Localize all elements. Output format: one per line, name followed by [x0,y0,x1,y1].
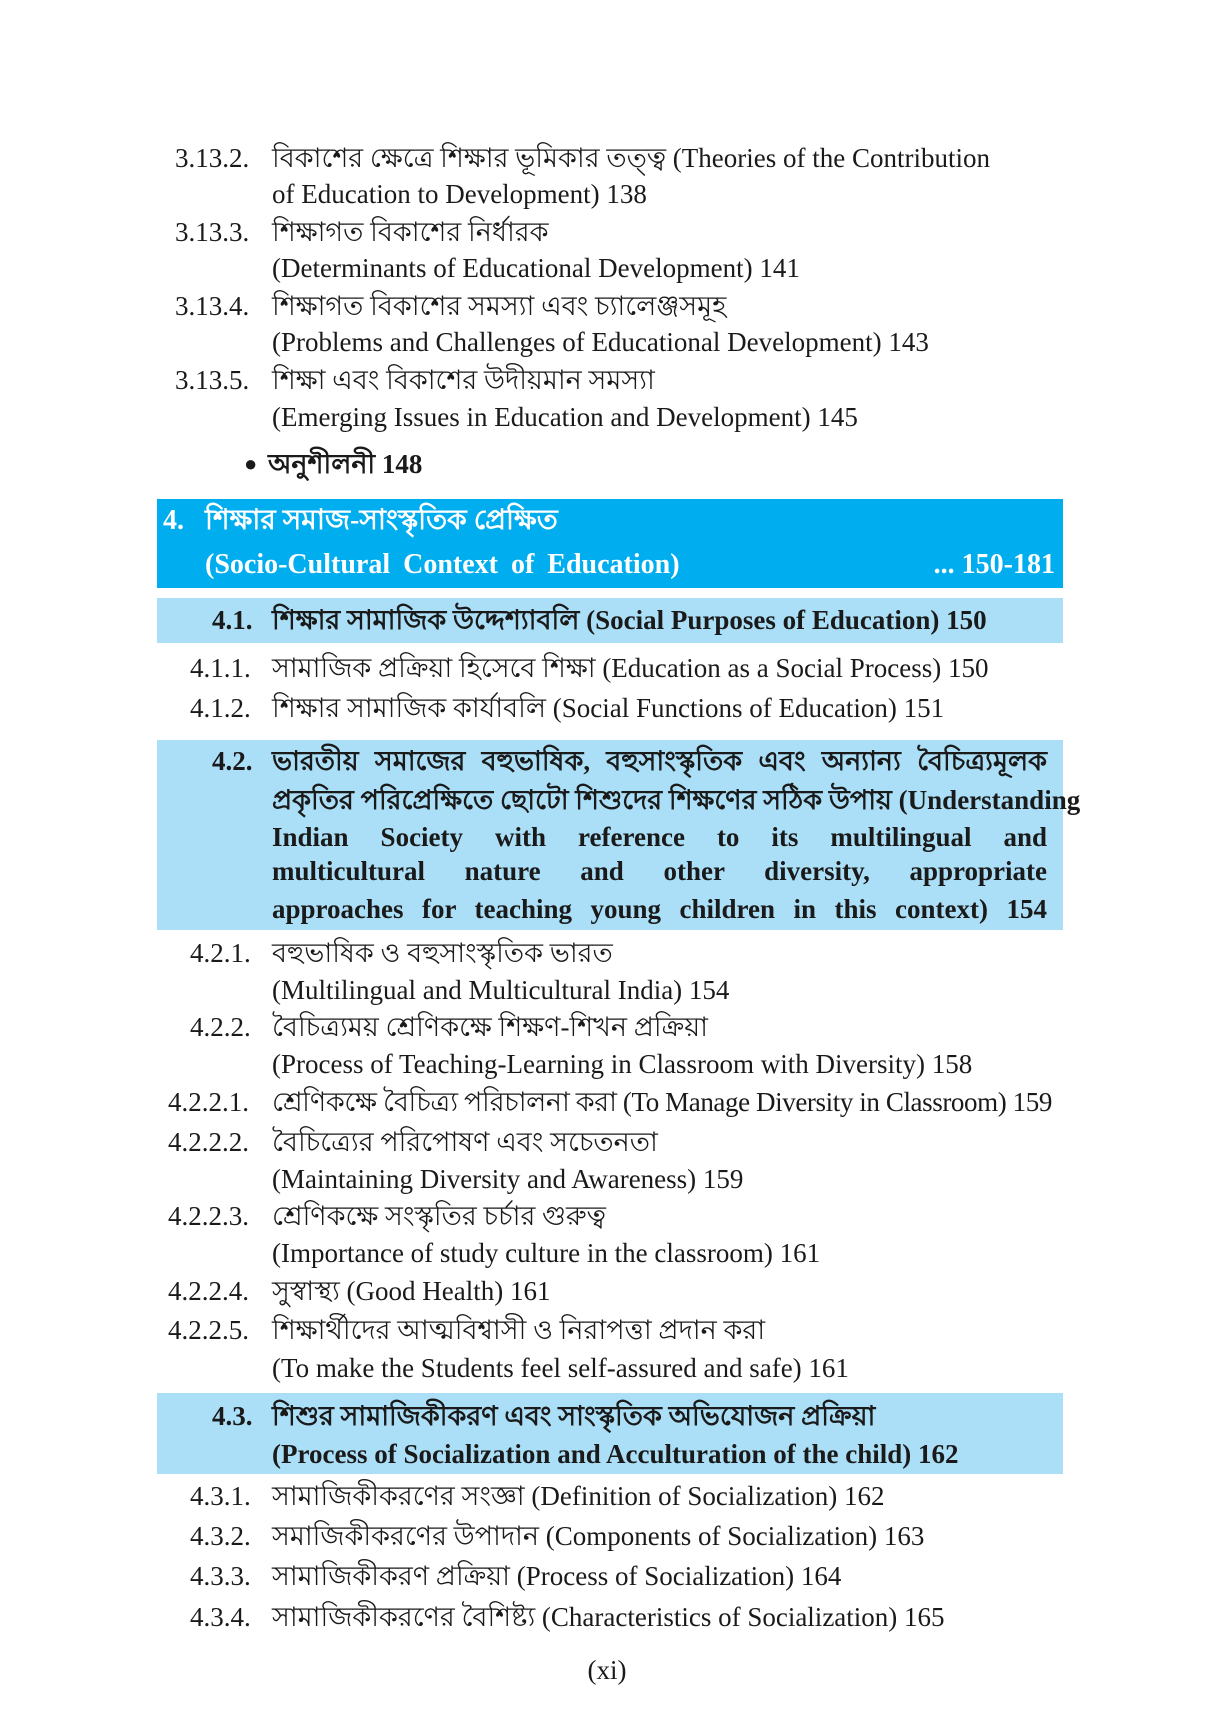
section-title-line: প্রকৃতির পরিপ্রেক্ষিতে ছোটো শিশুদের শিক্ষণের সঠিক উপায় (Understanding [272,785,1081,815]
page-number: (xi) [587,1655,627,1685]
entry-text: সামাজিকীকরণের সংজ্ঞা (Definition of Socialization) 162 [272,1481,885,1511]
entry-text: (Determinants of Educational Development) 141 [272,253,800,283]
section-title-line: ভারতীয় সমাজের বহুভাষিক, বহুসাংস্কৃতিক এবং অন্যান্য বৈচিত্র্যমূলক [272,746,1047,776]
entry-text: (Maintaining Diversity and Awareness) 159 [272,1164,744,1194]
entry-text: বৈচিত্র্যময় শ্রেণিকক্ষে শিক্ষণ-শিখন প্রক্রিয়া [272,1012,708,1042]
chapter-number: 4. [163,505,184,536]
entry-number: 3.13.4. [175,291,250,321]
entry-number: 3.13.3. [175,217,250,247]
exercise-text: অনুশীলনী 148 [268,449,423,479]
section-title: শিক্ষার সামাজিক উদ্দেশ্যাবলি (Social Purposes of Education) 150 [272,605,987,635]
toc-entry-3-13-2 [0,140,1214,176]
entry-text: (Multilingual and Multicultural India) 154 [272,975,730,1005]
entry-text: of Education to Development) 138 [272,179,647,209]
entry-number: 4.3.2. [190,1521,251,1551]
chapter-page-range: ... 150-181 [933,549,1055,580]
section-number: 4.2. [212,746,253,776]
entry-text: সুস্বাস্থ্য (Good Health) 161 [272,1276,551,1306]
section-title-line: multicultural nature and other diversity, appropriate [272,856,1047,886]
entry-text: শিক্ষাগত বিকাশের সমস্যা এবং চ্যালেঞ্জসমূহ [272,291,727,321]
entry-text: বিকাশের ক্ষেত্রে শিক্ষার ভূমিকার তত্ত্ব (Theories of the Contribution [272,143,990,173]
entry-number: 4.2.2.3. [168,1201,249,1231]
section-title-line: (Process of Socialization and Acculturation of the child) 162 [272,1439,959,1469]
entry-text: শ্রেণিকক্ষে বৈচিত্র্য পরিচালনা করা (To Manage Diversity in Classroom) 159 [272,1087,1052,1117]
entry-text: বহুভাষিক ও বহুসাংস্কৃতিক ভারত [272,938,613,968]
entry-number: 4.2.2. [190,1012,251,1042]
entry-text: শিক্ষা এবং বিকাশের উদীয়মান সমস্যা [272,365,655,395]
entry-text: সামাজিকীকরণ প্রক্রিয়া (Process of Socialization) 164 [272,1561,842,1591]
entry-number: 4.3.4. [190,1602,251,1632]
entry-text: (Process of Teaching-Learning in Classroom with Diversity) 158 [272,1049,973,1079]
entry-text: শ্রেণিকক্ষে সংস্কৃতির চর্চার গুরুত্ব [272,1201,606,1231]
entry-number: 4.3.3. [190,1561,251,1591]
bullet-icon: ● [244,451,258,476]
entry-number: 4.2.2.1. [168,1087,249,1117]
section-number: 4.1. [212,605,253,635]
entry-number: 3.13.5. [175,365,250,395]
entry-number: 4.2.2.2. [168,1127,249,1157]
entry-text: (Emerging Issues in Education and Development) 145 [272,402,858,432]
entry-number: 4.3.1. [190,1481,251,1511]
section-title-line: Indian Society with reference to its multilingual and [272,822,1047,852]
chapter-title-english: (Socio-Cultural Context of Education) [205,549,680,580]
entry-text: শিক্ষার সামাজিক কার্যাবলি (Social Functions of Education) 151 [272,693,945,723]
entry-text: শিক্ষার্থীদের আত্মবিশ্বাসী ও নিরাপত্তা প্রদান করা [272,1315,766,1345]
entry-number: 4.2.2.5. [168,1315,249,1345]
section-number: 4.3. [212,1401,253,1431]
entry-text: সমাজিকীকরণের উপাদান (Components of Socialization) 163 [272,1521,925,1551]
chapter-heading-band [157,499,1063,588]
entry-number: 4.2.1. [190,938,251,968]
entry-text: সামাজিক প্রক্রিয়া হিসেবে শিক্ষা (Education as a Social Process) 150 [272,653,989,683]
entry-text: (To make the Students feel self-assured and safe) 161 [272,1353,849,1383]
section-title-line: শিশুর সামাজিকীকরণ এবং সাংস্কৃতিক অভিযোজন প্রক্রিয়া [272,1401,876,1431]
entry-text: (Importance of study culture in the classroom) 161 [272,1238,821,1268]
entry-number: 4.1.1. [190,653,251,683]
entry-number: 3.13.2. [175,143,250,173]
section-title-line: approaches for teaching young children in this context) 154 [272,894,1047,924]
entry-text: বৈচিত্র্যের পরিপোষণ এবং সচেতনতা [272,1127,658,1157]
entry-text: শিক্ষাগত বিকাশের নির্ধারক [272,217,549,247]
entry-text: (Problems and Challenges of Educational Development) 143 [272,327,929,357]
entry-number: 4.2.2.4. [168,1276,249,1306]
entry-text: সামাজিকীকরণের বৈশিষ্ট্য (Characteristics of Socialization) 165 [272,1602,945,1632]
entry-number: 4.1.2. [190,693,251,723]
chapter-title-bengali: শিক্ষার সমাজ-সাংস্কৃতিক প্রেক্ষিত [205,505,558,536]
section-4-1-band [157,598,1063,643]
